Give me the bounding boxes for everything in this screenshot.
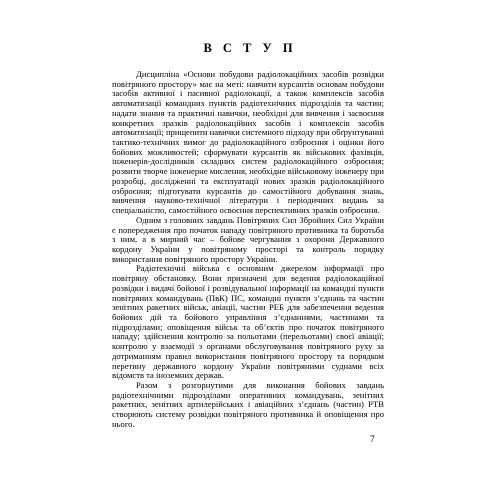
- page-heading: В С Т У П: [203, 41, 297, 55]
- paragraph: Дисципліна «Основи побудови радіолокаційних засобів розвідки повітряного простору» має на меті: навчити курсантів основам побудови засобів активної і пасивної радіолокації, а також комплексів засобів автоматизації командних пунктів радіотехнічних підрозділів та частин; надати знання та практичні навички, необхідні для вивчення і засвоєння конкретних зразків радіолокаційних засобів і комплексів засобів автоматизації; прищепити навички системного підходу при обґрунтуванні тактико-технічних вимог до радіолокаційного озброєння і оцінки його бойових можливостей; сформувати курсантів як військових фахівців, інженерів-дослідників складних систем радіолокаційного озброєння; розвити творче інженерне мислення, необхідне військовому інженеру при розробці, дослідженні та експлуатації нових зразків радіолокаційного озброєння; підготувати курсантів до самостійного добування знань, вивчення науково-технічної літератури і періодичних видань за спеціальністю, самостійного освоєння перспективних зразків озброєння.: [112, 69, 384, 216]
- paragraph: Разом з розгорнутими для виконання бойових завдань радіотехнічними підрозділами оперативних командувань, зенітних ракетних, зенітних артилерійських і авіаційних з’єднань (частин) РТВ створюють систему розвідки повітряного противника й оповіщення про нього.: [112, 380, 384, 429]
- body-text: [112, 70, 384, 430]
- paragraph: Радіотехнічні війська є основним джерелом інформації про повітряну обстановку. Вони призначені для ведення радіолокаційної розвідки і видачі бойової і розвідувальної інформації на командні пункти повітряних командувань (ПвК) ПС, командні пункти з’єднань та частин зенітних ракетних військ, авіації, частин РЕБ для забезпечення ведення бойових дій та бойового управління з’єднаннями, частинами та підрозділами; оповіщення військ та об’єктів про початок повітряного нападу; здійснення контролю за польотами (перельотами) своєї авіації; контролю у взаємодії з органами обслуговування повітряного руху за дотриманням правил використання повітряного простору та порядком перетину державного кордону України повітряними суднами всіх відомств та іноземних держав.: [112, 263, 384, 381]
- page-number: 7: [370, 435, 375, 445]
- paragraph: Одним з головних завдань Повітряних Сил Збройних Сил України є попередження про початок нападу повітряного противника та боротьба з ним, а в мирний час – бойове чергування з охорони Державного кордону України у повітряному просторі та контроль порядку використання повітряного простору України.: [112, 214, 384, 264]
